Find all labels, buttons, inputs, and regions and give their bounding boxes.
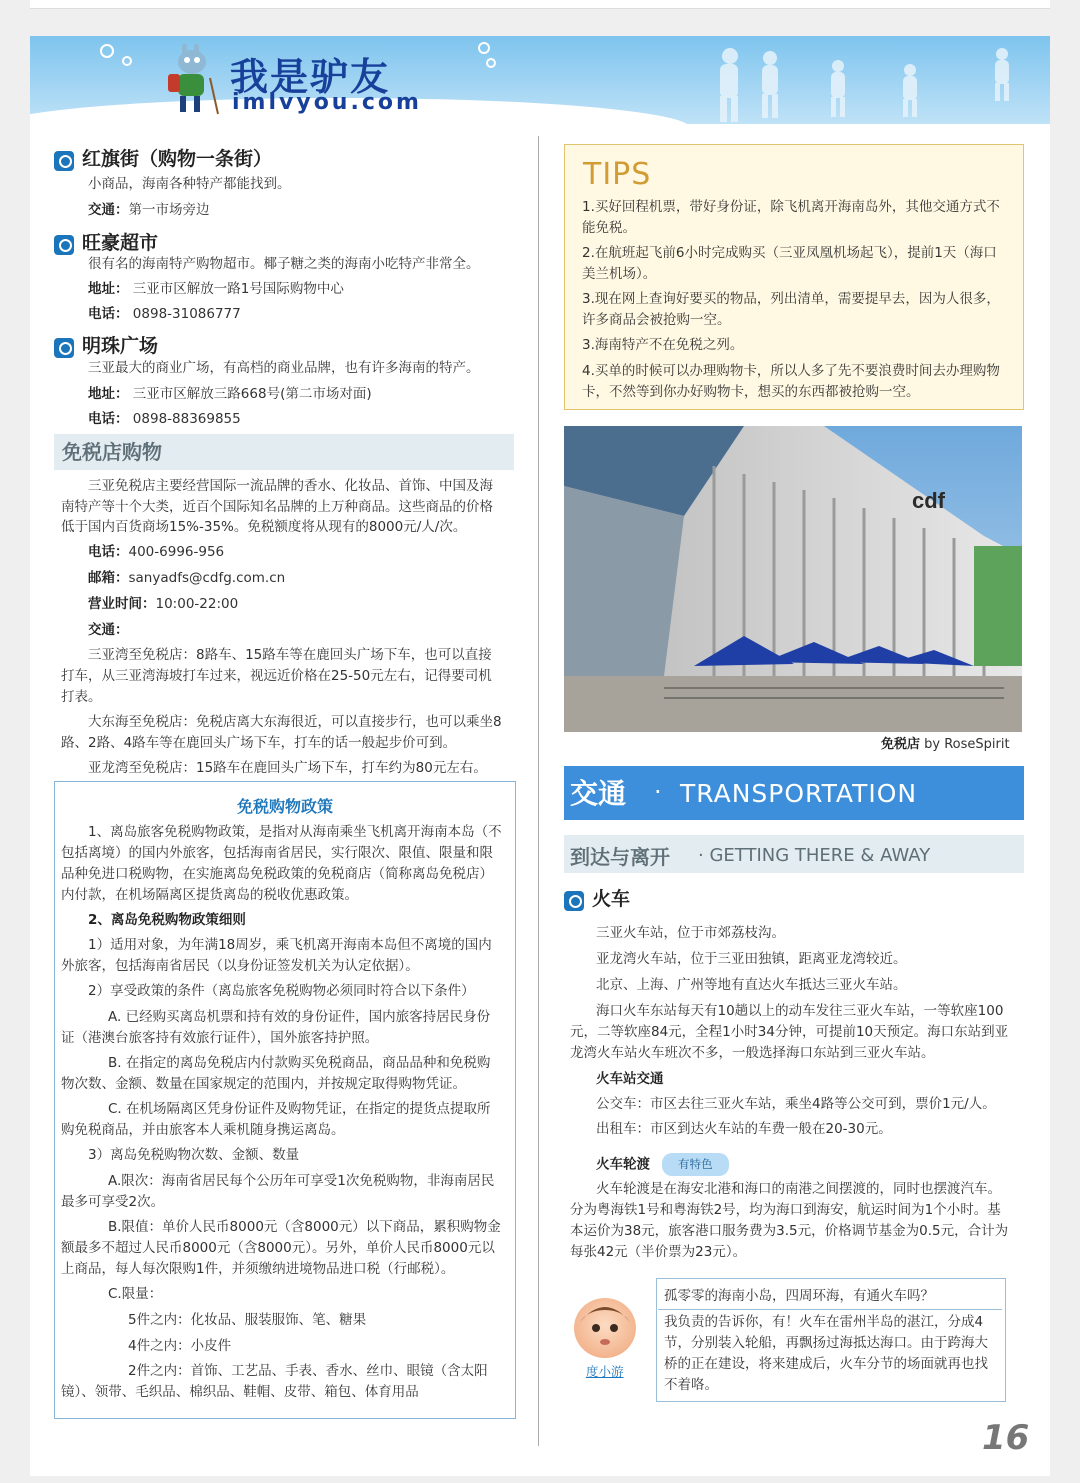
dutyfree-email xyxy=(88,568,285,589)
location-pin-icon xyxy=(54,151,74,171)
policy-line: B.限值：单价人民币8000元（含8000元）以下商品，累积购物金 xyxy=(108,1219,501,1235)
transport-title-cn: 交通 xyxy=(570,777,627,810)
tip-line: 2.在航班起飞前6小时完成购买（三亚凤凰机场起飞），提前1天（海口 xyxy=(582,245,997,261)
store-name: 旺豪超市 xyxy=(82,232,159,254)
policy-subheading: 2、离岛免税购物政策细则 xyxy=(88,912,246,928)
face-icon xyxy=(574,1298,636,1358)
qa-separator xyxy=(658,1309,1002,1310)
phone-value: 0898-88369855 xyxy=(132,411,241,427)
policy-line: 1）适用对象，为年满18周岁，乘飞机离开海南本岛但不离境的国内 xyxy=(88,937,492,953)
hours-label: 营业时间： xyxy=(88,596,156,612)
donkey-mascot-icon xyxy=(158,44,222,116)
policy-line: 1、离岛旅客免税购物政策，是指对从海南乘坐飞机离开海南本岛（不 xyxy=(88,824,502,840)
store-phone xyxy=(88,409,241,430)
store-traffic xyxy=(88,200,210,221)
hikers-silhouette-icon xyxy=(710,44,1030,124)
policy-line: A. 已经购买离岛机票和持有效的身份证件，国内旅客持居民身份 xyxy=(108,1009,491,1025)
avatar xyxy=(574,1298,636,1358)
traffic-label: 交通： xyxy=(88,202,129,218)
bus-info: 公交车：市区去往三亚火车站，乘坐4路等公交可到，票价1元/人。 xyxy=(596,1096,996,1112)
location-pin-icon xyxy=(54,338,74,358)
dutyfree-traffic-label: 交通： xyxy=(88,622,129,638)
qa-question: 孤零零的海南小岛，四周环海，有通火车吗？ xyxy=(664,1288,934,1304)
store-desc: 小商品，海南各种特产都能找到。 xyxy=(88,176,291,192)
qa-answer-line: 我负责的告诉你，有！火车在雷州半岛的湛江，分成4 xyxy=(664,1314,984,1330)
header-banner xyxy=(30,36,1050,124)
getting-there-en: · GETTING THERE & AWAY xyxy=(698,845,931,866)
dutyfree-hours xyxy=(88,594,238,615)
train-line: 北京、上海、广州等地有直达火车抵达三亚火车站。 xyxy=(596,977,907,993)
page-number: 16 xyxy=(982,1418,1030,1458)
policy-line: 4件之内：小皮件 xyxy=(128,1338,232,1354)
banner-title: 我是驴友 xyxy=(230,54,391,99)
tip-line: 1.买好回程机票，带好身份证，除飞机离开海南岛外，其他交通方式不 xyxy=(582,199,1000,215)
address-label: 地址： xyxy=(88,386,129,402)
tip-line: 卡，不然等到你办好购物卡，想买的东西都被抢购一空。 xyxy=(582,384,920,400)
station-transport-heading: 火车站交通 xyxy=(596,1071,664,1087)
caption-credit: by RoseSpirit xyxy=(924,737,1010,752)
featured-tag: 有特色 xyxy=(662,1153,729,1176)
store-mingzhu-heading xyxy=(54,331,158,358)
store-sign: cdf xyxy=(912,488,945,513)
store-name: 明珠广场 xyxy=(82,335,159,357)
ferry-line: 火车轮渡是在海安北港和海口的南港之间摆渡的，同时也摆渡汽车。 xyxy=(596,1181,1001,1197)
address-label: 地址： xyxy=(88,281,129,297)
phone-label: 电话： xyxy=(88,544,129,560)
policy-line: 最多可享受2次。 xyxy=(61,1194,165,1210)
email-label: 邮箱： xyxy=(88,570,129,586)
train-line: 海口火车东站每天有10趟以上的动车发往三亚火车站，一等软座100 xyxy=(596,1003,1004,1019)
train-line: 三亚火车站，位于市郊荔枝沟。 xyxy=(596,925,785,941)
hours-value: 10:00-22:00 xyxy=(155,596,239,612)
train-line: 龙湾火车站火车班次不多，一般选择海口东站到三亚火车站。 xyxy=(570,1045,935,1061)
caption-label: 免税店 xyxy=(881,737,921,752)
tip-line: 3.现在网上查询好要买的物品，列出清单，需要提早去，因为人很多， xyxy=(582,291,1000,307)
store-address xyxy=(88,384,372,405)
tip-line: 4.买单的时候可以办理购物卡，所以人多了先不要浪费时间去办理购物 xyxy=(582,363,1000,379)
getting-there-cn: 到达与离开 xyxy=(570,845,670,869)
train-heading-label: 火车 xyxy=(592,888,631,910)
phone-value: 400-6996-956 xyxy=(128,544,225,560)
transport-title-en: TRANSPORTATION xyxy=(680,779,918,808)
train-line: 亚龙湾火车站，位于三亚田独镇，距离亚龙湾较近。 xyxy=(596,951,907,967)
policy-line: 证（港澳台旅客持有效旅行证件），国外旅客持护照。 xyxy=(61,1030,379,1046)
qa-answer-line: 节，分别装入轮船，再飘扬过海抵达海口。由于跨海大 xyxy=(664,1335,988,1351)
policy-line: 3）离岛免税购物次数、金额、数量 xyxy=(88,1147,300,1163)
tip-line: 3.海南特产不在免税之列。 xyxy=(582,337,744,353)
dutyfree-intro-line: 三亚免税店主要经营国际一流品牌的香水、化妆品、首饰、中国及海 xyxy=(88,478,493,494)
taxi-info: 出租车：市区到达火车站的车费一般在20-30元。 xyxy=(596,1121,892,1137)
store-desc: 三亚最大的商业广场，有高档的商业品牌，也有许多海南的特产。 xyxy=(88,360,480,376)
qa-answer-line: 不着咯。 xyxy=(664,1377,718,1393)
dutyfree-traffic-line: 亚龙湾至免税店：15路车在鹿回头广场下车，打车约为80元左右。 xyxy=(88,760,487,776)
store-phone xyxy=(88,304,241,325)
bubble-icon xyxy=(486,58,496,68)
column-divider xyxy=(538,136,539,1446)
store-wanghao-heading xyxy=(54,228,158,255)
policy-line: C. 在机场隔离区凭身份证件及购物凭证，在指定的提货点提取所 xyxy=(108,1101,491,1117)
policy-line: 上商品，每人每次限购1件，并须缴纳进境物品进口税（行邮税）。 xyxy=(61,1261,455,1277)
policy-line: A.限次：海南省居民每个公历年可享受1次免税购物，非海南居民 xyxy=(108,1173,495,1189)
bubble-icon xyxy=(546,108,560,122)
location-pin-icon xyxy=(564,891,584,911)
dutyfree-traffic-line: 大东海至免税店：免税店离大东海很近，可以直接步行，也可以乘坐8 xyxy=(88,714,502,730)
policy-line: 外旅客，包括海南省居民（以身份证签发机关为认定依据）。 xyxy=(61,958,419,974)
ferry-heading xyxy=(596,1153,729,1176)
policy-line: 购免税商品，并由旅客本人乘机随身携运离岛。 xyxy=(61,1122,345,1138)
bubble-icon xyxy=(478,42,490,54)
bubble-icon xyxy=(122,56,132,66)
train-heading xyxy=(564,884,630,911)
tip-line: 美兰机场）。 xyxy=(582,266,657,282)
tip-line: 能免税。 xyxy=(582,220,636,236)
ferry-heading-label: 火车轮渡 xyxy=(596,1156,650,1173)
policy-line: 2件之内：首饰、工艺品、手表、香水、丝巾、眼镜（含太阳 xyxy=(128,1363,488,1379)
dutyfree-traffic-line: 三亚湾至免税店：8路车、15路车等在鹿回头广场下车，也可以直接 xyxy=(88,647,492,663)
store-desc: 很有名的海南特产购物超市。椰子糖之类的海南小吃特产非常全。 xyxy=(88,256,480,272)
policy-line: B. 在指定的离岛免税店内付款购买免税商品，商品品种和免税购 xyxy=(108,1055,491,1071)
magazine-page xyxy=(30,36,1050,1476)
store-name: 红旗街（购物一条街） xyxy=(82,148,273,170)
dutyfree-phone xyxy=(88,542,224,563)
store-hongqi-heading xyxy=(54,144,272,171)
policy-line: 品种免进口税购物，在实施离岛免税政策的免税商店（简称离岛免税店） xyxy=(61,866,493,882)
policy-line: 2）享受政策的条件（离岛旅客免税购物必须同时符合以下条件） xyxy=(88,983,475,999)
transport-header xyxy=(564,766,1024,820)
address-value: 三亚市区解放一路1号国际购物中心 xyxy=(132,281,344,297)
dutyfree-intro-line: 南特产等十个大类，近百个国际知名品牌的上万种商品。这些商品的价格 xyxy=(61,499,493,515)
tips-title: TIPS xyxy=(583,157,652,192)
policy-line: 额最多不超过人民币8000元（含8000元）。另外，单价人民币8000元以 xyxy=(61,1240,495,1256)
dutyfree-intro-line: 低于国内百货商场15%-35%。免税额度将从现有的8000元/人/次。 xyxy=(61,519,467,535)
previous-page-edge xyxy=(30,0,1050,9)
building-illustration xyxy=(564,426,1022,732)
photo-caption xyxy=(881,734,1010,755)
dutyfree-traffic-line: 打车，从三亚湾海坡打车过来，视远近价格在25-50元左右，记得要司机 xyxy=(61,668,492,684)
ferry-line: 本运价为38元，旅客港口服务费为3.5元，价格调节基金为0.5元，合计为 xyxy=(570,1223,1009,1239)
dutyfree-store-photo xyxy=(564,426,1022,732)
address-value: 三亚市区解放三路668号(第二市场对面) xyxy=(132,386,372,402)
qa-answer-line: 桥的正在建设，将来建成后，火车分节的场面就再也找 xyxy=(664,1356,988,1372)
train-line: 元，二等软座84元，全程1小时34分钟，可提前10天预定。海口东站到亚 xyxy=(570,1024,1009,1040)
traffic-value: 第一市场旁边 xyxy=(128,202,210,218)
ferry-line: 每张42元（半价票为23元）。 xyxy=(570,1244,747,1260)
dutyfree-traffic-line: 打表。 xyxy=(61,689,102,705)
phone-label: 电话： xyxy=(88,411,129,427)
getting-there-bar xyxy=(564,835,1024,873)
transport-dot: · xyxy=(654,778,662,806)
avatar-name[interactable]: 度小游 xyxy=(586,1364,624,1379)
policy-line: 镜）、领带、毛织品、棉织品、鞋帽、皮带、箱包、体育用品 xyxy=(61,1384,419,1400)
store-address xyxy=(88,279,344,300)
dutyfree-heading: 免税店购物 xyxy=(54,434,514,470)
email-value[interactable]: sanyadfs@cdfg.com.cn xyxy=(128,570,286,586)
policy-title: 免税购物政策 xyxy=(236,797,333,816)
ferry-line: 分为粤海铁1号和粤海铁2号，均为海口到海安，航运时间为1个小时。基 xyxy=(570,1202,1001,1218)
banner-url[interactable]: imlvyou.com xyxy=(232,90,422,115)
policy-line: 5件之内：化妆品、服装服饰、笔、糖果 xyxy=(128,1312,367,1328)
policy-line: 物次数、金额、数量在国家规定的范围内，并按规定取得购物凭证。 xyxy=(61,1076,466,1092)
policy-line: 包括离境）的国内外旅客，包括海南省居民，实行限次、限值、限量和限 xyxy=(61,845,493,861)
policy-line: 内付款，在机场隔离区提货离岛的税收优惠政策。 xyxy=(61,887,358,903)
phone-value: 0898-31086777 xyxy=(132,306,241,322)
phone-label: 电话： xyxy=(88,306,129,322)
location-pin-icon xyxy=(54,235,74,255)
tip-line: 许多商品会被抢购一空。 xyxy=(582,312,731,328)
bubble-icon xyxy=(100,44,114,58)
policy-line: C.限量： xyxy=(108,1286,163,1302)
dutyfree-traffic-line: 路、2路、4路车等在鹿回头广场下车，打车的话一般起步价可到。 xyxy=(61,735,457,751)
